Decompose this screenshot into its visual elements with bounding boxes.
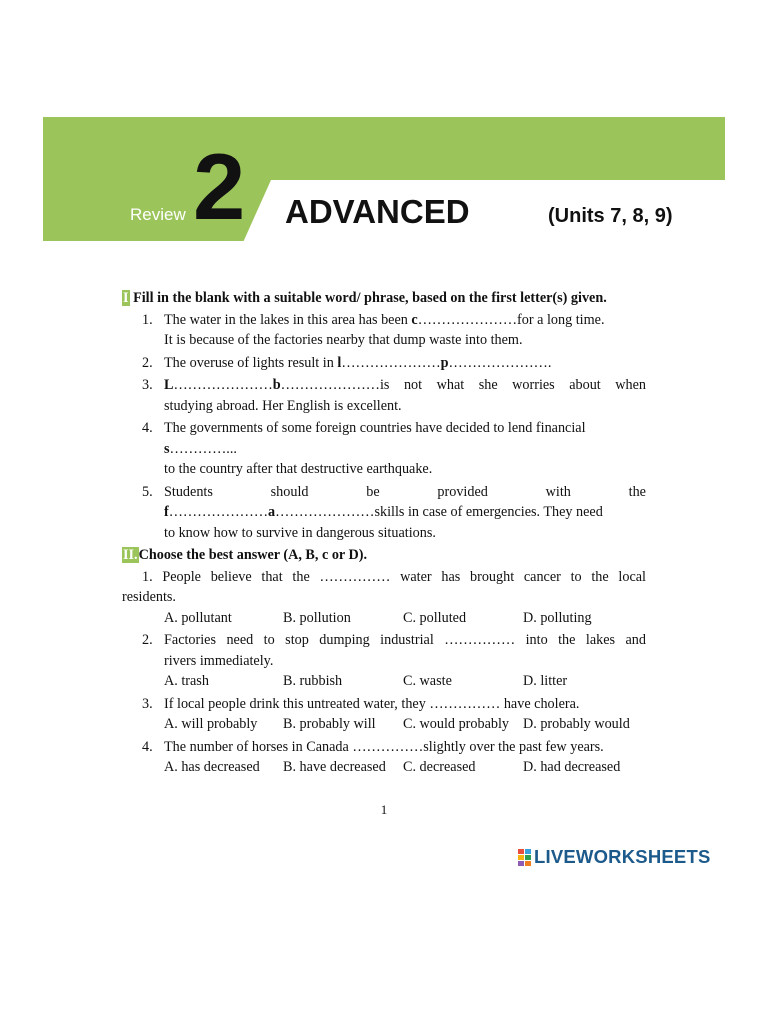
answer-options xyxy=(122,757,646,778)
question-text: 1. People believe that the …………… water has brought cancer to the local xyxy=(142,568,646,585)
answer-options xyxy=(122,608,646,629)
first-letter: b xyxy=(272,377,281,393)
s2-item-4 xyxy=(122,737,646,778)
worksheet-content xyxy=(122,288,646,780)
liveworksheets-icon xyxy=(518,849,531,866)
blank[interactable]: …………………. xyxy=(448,354,552,371)
item-number: 4. xyxy=(142,420,153,436)
section-2-title: Choose the best answer (A, B, c or D). xyxy=(138,547,368,563)
page-number: 1 xyxy=(380,802,388,817)
question-text: rivers immediately. xyxy=(164,652,274,669)
page-title: ADVANCED xyxy=(285,193,470,230)
option-a[interactable]: A. trash xyxy=(164,673,209,689)
item-number: 2. xyxy=(142,354,153,371)
item-text: …………………is not what she worries about when xyxy=(280,377,646,393)
option-b[interactable]: B. have decreased xyxy=(283,759,386,775)
blank[interactable]: ………………… xyxy=(173,377,273,393)
question-text: If local people drink this untreated water, they …………… have cholera. xyxy=(164,695,580,712)
item-word: with xyxy=(545,483,571,500)
question-text: The number of horses in Canada ……………slightly over the past few years. xyxy=(164,738,604,755)
item-word: the xyxy=(628,483,646,500)
item-number: 3. xyxy=(142,377,153,393)
option-c[interactable]: C. decreased xyxy=(403,759,476,775)
option-c[interactable]: C. waste xyxy=(403,673,452,689)
item-text: The overuse of lights result in xyxy=(164,354,338,371)
s2-item-2 xyxy=(122,630,646,692)
header-banner xyxy=(43,117,725,180)
first-letter: a xyxy=(268,504,276,520)
item-text: The water in the lakes in this area has been xyxy=(164,311,412,328)
answer-options xyxy=(122,714,646,735)
question-text: Factories need to stop dumping industrial …………… into the lakes and xyxy=(164,632,646,648)
s1-item-1 xyxy=(122,310,646,351)
s1-item-3 xyxy=(122,375,646,416)
option-d[interactable]: D. litter xyxy=(523,673,568,689)
item-text: …………………skills in case of emergencies. They need xyxy=(275,504,603,520)
first-letter: c xyxy=(411,311,418,328)
item-text: studying abroad. Her English is excellent. xyxy=(164,397,402,414)
item-text: to know how to survive in dangerous situations. xyxy=(164,524,436,541)
section-1-number: I xyxy=(123,290,129,306)
blank[interactable]: ………………… xyxy=(341,354,441,371)
item-text: to the country after that destructive earthquake. xyxy=(164,461,433,477)
item-word: be xyxy=(366,483,380,500)
s1-item-2 xyxy=(122,353,646,374)
brand-name: LIVEWORKSHEETS xyxy=(534,846,711,867)
option-a[interactable]: A. has decreased xyxy=(164,759,260,775)
review-number: 2 xyxy=(193,134,244,239)
item-number: 5. xyxy=(142,483,153,500)
item-word: should xyxy=(270,483,309,500)
option-a[interactable]: A. pollutant xyxy=(164,609,232,626)
item-word: Students xyxy=(164,483,213,500)
blank[interactable]: ………………… xyxy=(168,504,269,520)
option-d[interactable]: D. probably would xyxy=(523,716,630,732)
blank[interactable]: …………... xyxy=(169,440,237,457)
first-letter: l xyxy=(337,354,342,371)
option-b[interactable]: B. pollution xyxy=(283,609,351,626)
option-a[interactable]: A. will probably xyxy=(164,716,258,732)
first-letter: L xyxy=(164,377,174,393)
first-letter: f xyxy=(164,504,169,520)
item-number: 3. xyxy=(142,695,153,712)
s1-item-4 xyxy=(122,418,646,480)
option-c[interactable]: C. would probably xyxy=(403,716,510,732)
units-subtitle: (Units 7, 8, 9) xyxy=(548,205,673,227)
question-text: residents. xyxy=(122,589,176,605)
review-label: Review xyxy=(130,205,186,224)
section-2-heading xyxy=(122,545,646,566)
section-2-number: II. xyxy=(123,547,138,563)
s2-item-3 xyxy=(122,694,646,735)
first-letter: s xyxy=(164,440,170,457)
item-text: The governments of some foreign countries have decided to lend financial xyxy=(164,420,586,436)
item-word: provided xyxy=(437,483,488,500)
liveworksheets-logo[interactable] xyxy=(518,846,711,868)
section-1-title: Fill in the blank with a suitable word/ phrase, based on the first letter(s) given. xyxy=(133,290,607,306)
item-number: 4. xyxy=(142,738,153,755)
s1-item-5 xyxy=(122,482,646,544)
option-b[interactable]: B. rubbish xyxy=(283,673,343,689)
option-c[interactable]: C. polluted xyxy=(403,609,467,626)
option-b[interactable]: B. probably will xyxy=(283,716,376,732)
item-number: 1. xyxy=(142,311,153,328)
item-text: It is because of the factories nearby that dump waste into them. xyxy=(164,332,523,348)
answer-options xyxy=(122,671,646,692)
s2-item-1 xyxy=(122,567,646,629)
section-1-heading xyxy=(122,288,646,309)
blank[interactable]: …………………for a long time. xyxy=(417,311,605,328)
first-letter: p xyxy=(440,354,449,371)
option-d[interactable]: D. had decreased xyxy=(523,759,621,775)
option-d[interactable]: D. polluting xyxy=(523,609,592,626)
item-number: 2. xyxy=(142,632,153,648)
